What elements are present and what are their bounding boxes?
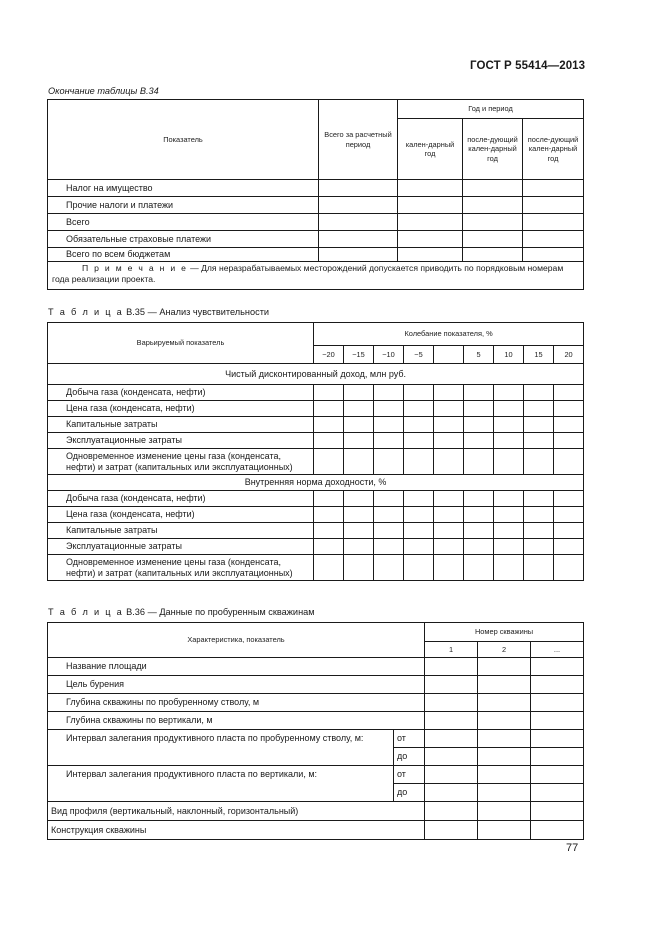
pct-minus-5: −5 bbox=[404, 346, 434, 364]
well-more: ... bbox=[531, 642, 584, 658]
b34-head-calendar-year: кален-дарный год bbox=[398, 119, 463, 180]
row-depth-trunk: Глубина скважины по пробуренному стволу, м bbox=[48, 694, 425, 712]
row-drilling-goal: Цель бурения bbox=[48, 676, 425, 694]
b34-head-next-year-2: после-дующий кален-дарный год bbox=[523, 119, 584, 180]
b34-head-year-period: Год и период bbox=[398, 100, 584, 119]
table-row: Прочие налоги и платежи bbox=[48, 197, 319, 214]
interval-trunk-from: от bbox=[394, 730, 425, 748]
pct-plus-20: 20 bbox=[554, 346, 584, 364]
table-row: Эксплуатационные затраты bbox=[48, 539, 314, 555]
well-2: 2 bbox=[478, 642, 531, 658]
table-row: Эксплуатационные затраты bbox=[48, 433, 314, 449]
row-profile-type: Вид профиля (вертикальный, наклонный, горизонтальный) bbox=[48, 802, 425, 821]
b35-section-npv: Чистый дисконтированный доход, млн руб. bbox=[48, 364, 584, 385]
b34-head-indicator: Показатель bbox=[48, 100, 319, 180]
caption-label: Т а б л и ц а bbox=[48, 307, 124, 317]
pct-plus-10: 10 bbox=[494, 346, 524, 364]
table-b36-caption bbox=[48, 607, 315, 617]
table-row: Одновременное изменение цены газа (конденсата, нефти) и затрат (капитальных или эксплуатационных) bbox=[48, 449, 314, 475]
interval-vertical-from: от bbox=[394, 766, 425, 784]
b34-head-total: Всего за расчетный период bbox=[319, 100, 398, 180]
b34-head-next-year-1: после-дующий кален-дарный год bbox=[463, 119, 523, 180]
table-b35-caption bbox=[48, 307, 269, 317]
page-number: 77 bbox=[566, 842, 579, 854]
pct-minus-10: −10 bbox=[374, 346, 404, 364]
pct-minus-15: −15 bbox=[344, 346, 374, 364]
caption-label: Т а б л и ц а bbox=[48, 607, 124, 617]
row-interval-vertical: Интервал залегания продуктивного пласта по вертикали, м: bbox=[48, 766, 394, 802]
row-interval-trunk: Интервал залегания продуктивного пласта по пробуренному стволу, м: bbox=[48, 730, 394, 766]
row-depth-vertical: Глубина скважины по вертикали, м bbox=[48, 712, 425, 730]
document-code: ГОСТ Р 55414—2013 bbox=[470, 60, 586, 72]
caption-text: В.36 — Данные по пробуренным скважинам bbox=[123, 607, 315, 617]
table-row: Одновременное изменение цены газа (конденсата, нефти) и затрат (капитальных или эксплуатационных) bbox=[48, 555, 314, 581]
pct-zero bbox=[434, 346, 464, 364]
table-b34-caption: Окончание таблицы В.34 bbox=[48, 86, 159, 96]
pct-plus-5: 5 bbox=[464, 346, 494, 364]
table-row: Цена газа (конденсата, нефти) bbox=[48, 401, 314, 417]
b36-head-well-number: Номер скважины bbox=[425, 623, 584, 642]
well-1: 1 bbox=[425, 642, 478, 658]
b34-note bbox=[48, 262, 584, 290]
b35-head-variable: Варьируемый показатель bbox=[48, 323, 314, 364]
table-row: Капитальные затраты bbox=[48, 417, 314, 433]
table-row: Всего по всем бюджетам bbox=[48, 248, 319, 262]
table-b36 bbox=[47, 622, 584, 840]
table-row: Всего bbox=[48, 214, 319, 231]
table-row: Обязательные страховые платежи bbox=[48, 231, 319, 248]
row-area-name: Название площади bbox=[48, 658, 425, 676]
table-b34 bbox=[47, 99, 584, 290]
table-row: Добыча газа (конденсата, нефти) bbox=[48, 491, 314, 507]
pct-minus-20: −20 bbox=[314, 346, 344, 364]
table-row: Капитальные затраты bbox=[48, 523, 314, 539]
interval-trunk-to: до bbox=[394, 748, 425, 766]
interval-vertical-to: до bbox=[394, 784, 425, 802]
pct-plus-15: 15 bbox=[524, 346, 554, 364]
b35-head-fluctuation: Колебание показателя, % bbox=[314, 323, 584, 346]
caption-text: В.35 — Анализ чувствительности bbox=[123, 307, 270, 317]
row-construction: Конструкция скважины bbox=[48, 821, 425, 840]
b36-head-characteristic: Характеристика, показатель bbox=[48, 623, 425, 658]
note-label: П р и м е ч а н и е bbox=[82, 263, 188, 273]
table-row: Цена газа (конденсата, нефти) bbox=[48, 507, 314, 523]
note-text: — Для неразрабатываемых месторождений допускается приводить по порядковым номерам года реализации проекта. bbox=[52, 263, 564, 284]
table-row: Добыча газа (конденсата, нефти) bbox=[48, 385, 314, 401]
table-row: Налог на имущество bbox=[48, 180, 319, 197]
b35-section-irr: Внутренняя норма доходности, % bbox=[48, 475, 584, 491]
table-b35 bbox=[47, 322, 584, 581]
